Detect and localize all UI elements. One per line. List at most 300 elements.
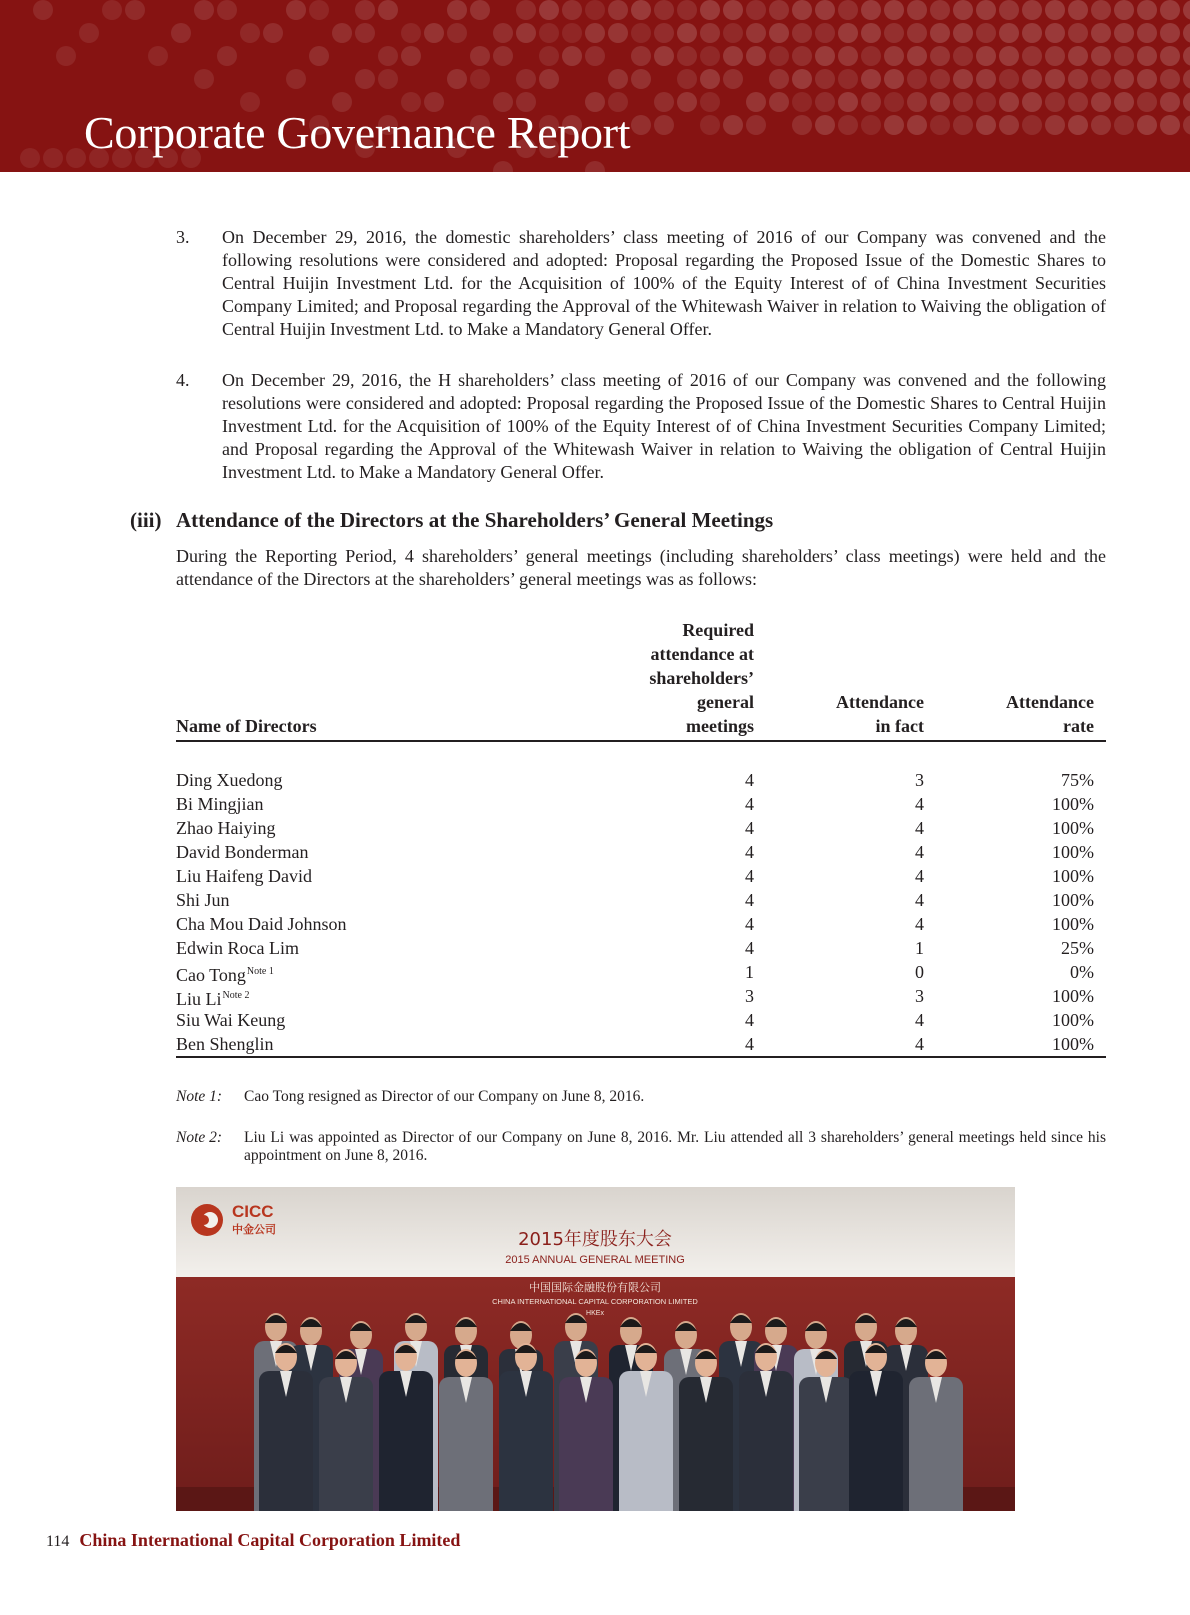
director-name [176, 840, 308, 864]
banner-dot [746, 115, 766, 135]
banner-dot [309, 0, 329, 20]
table-row [176, 1032, 1106, 1056]
attended-count: 4 [915, 890, 924, 910]
banner-dot [194, 0, 214, 20]
name-text: Ben Shenglin [176, 1034, 274, 1054]
director-name [176, 816, 275, 840]
banner-dot [539, 46, 559, 66]
table-row [176, 840, 1106, 864]
banner-dot [654, 23, 674, 43]
table-row [176, 864, 1106, 888]
banner-dot [999, 69, 1019, 89]
banner-dot [815, 23, 835, 43]
banner-dot [286, 0, 306, 20]
attended-count: 4 [915, 914, 924, 934]
banner-dot [1091, 115, 1111, 135]
table-header [176, 617, 1106, 742]
banner-dot [1022, 23, 1042, 43]
banner-cn: 2015年度股东大会 [518, 1229, 672, 1250]
banner-dot [43, 148, 63, 168]
attendance-table [176, 617, 1106, 1058]
banner-dot [562, 23, 582, 43]
page-number: 114 [46, 1533, 70, 1550]
banner-dot [792, 69, 812, 89]
banner-dot [1137, 115, 1157, 135]
banner-dot [1183, 23, 1190, 43]
table-row [176, 960, 1106, 984]
banner-dot [1137, 46, 1157, 66]
attendance-rate: 100% [1052, 1034, 1094, 1054]
banner-dot [654, 92, 674, 112]
name-text: Zhao Haiying [176, 818, 276, 838]
section-number: (iii) [130, 508, 162, 532]
name-text: Shi Jun [176, 890, 230, 910]
attended-count: 4 [915, 794, 924, 814]
banner-dot [884, 115, 904, 135]
note-text: Cao Tong resigned as Director of our Company on June 8, 2016. [244, 1088, 645, 1105]
banner-dot [677, 0, 697, 20]
banner-dot [608, 69, 628, 89]
header-line: Required [682, 620, 754, 640]
name-text: Liu Haifeng David [176, 866, 312, 886]
banner-dot [907, 23, 927, 43]
banner-dot [1045, 115, 1065, 135]
attended-count: 1 [915, 938, 924, 958]
banner-dot [930, 92, 950, 112]
banner-dot [1114, 0, 1134, 20]
banner-dot [654, 0, 674, 20]
banner-dot [861, 69, 881, 89]
banner-dot [792, 0, 812, 20]
attendance-rate: 100% [1052, 914, 1094, 934]
logo-text: CICC [232, 1202, 274, 1221]
banner-dot [723, 69, 743, 89]
banner-dot [378, 69, 398, 89]
director-name [176, 936, 299, 960]
banner-dot [1114, 23, 1134, 43]
director-name [176, 768, 283, 792]
header-name-of-directors: Name of Directors [176, 716, 317, 736]
banner-dot [447, 69, 467, 89]
banner-dot [585, 23, 605, 43]
banner-dot [1022, 0, 1042, 20]
header-attendance-rate [1006, 690, 1094, 738]
required-count: 4 [745, 938, 754, 958]
banner-dot [631, 69, 651, 89]
banner-dot [907, 0, 927, 20]
banner-dot [493, 23, 513, 43]
header-line: rate [1063, 716, 1094, 736]
banner-en: 2015 ANNUAL GENERAL MEETING [505, 1254, 685, 1266]
banner-dot [723, 23, 743, 43]
name-text: Cha Mou Daid Johnson [176, 914, 347, 934]
banner-dot [1022, 46, 1042, 66]
note-text: Liu Li was appointed as Director of our Company on June 8, 2016. Mr. Liu attended all 3 shareholders’ general meetings held since his appointment on June 8, 2016. [244, 1129, 1106, 1164]
banner-dot [654, 46, 674, 66]
banner-dot [700, 0, 720, 20]
banner-dot [194, 69, 214, 89]
banner-dot [1160, 46, 1180, 66]
banner-dot [1068, 115, 1088, 135]
banner-dot [309, 46, 329, 66]
table-row [176, 768, 1106, 792]
banner-dot [1137, 69, 1157, 89]
banner-dot [424, 23, 444, 43]
name-text: Edwin Roca Lim [176, 938, 299, 958]
section-title: Attendance of the Directors at the Shareholders’ General Meetings [176, 508, 774, 532]
banner-dot [838, 115, 858, 135]
resolution-item-3 [176, 226, 1106, 341]
header-line: meetings [686, 716, 754, 736]
banner-dot [1045, 0, 1065, 20]
banner-dot [1183, 46, 1190, 66]
attendance-rate: 100% [1052, 842, 1094, 862]
banner-dot [677, 69, 697, 89]
exchange-text: HKEx [586, 1310, 604, 1317]
banner-dot [884, 69, 904, 89]
banner-dot [861, 23, 881, 43]
banner-dot [930, 0, 950, 20]
banner-dot [838, 46, 858, 66]
banner-dot [493, 46, 513, 66]
banner-dot [792, 92, 812, 112]
banner-dot [838, 23, 858, 43]
banner-dot [907, 115, 927, 135]
banner-dot [677, 46, 697, 66]
banner-dot [1137, 23, 1157, 43]
banner-dot [976, 0, 996, 20]
banner-dot [1160, 23, 1180, 43]
header-line: attendance at [650, 644, 754, 664]
banner-dot [470, 69, 490, 89]
banner-dot [33, 0, 53, 20]
header-line: Attendance [836, 692, 924, 712]
table-row [176, 936, 1106, 960]
banner-dot [1091, 69, 1111, 89]
banner-dot [723, 0, 743, 20]
banner-dot [999, 0, 1019, 20]
banner-dot [79, 23, 99, 43]
banner-dot [1114, 92, 1134, 112]
director-name [176, 1008, 285, 1032]
attendance-rate: 100% [1052, 986, 1094, 1006]
banner-dot [861, 115, 881, 135]
footer-company: China International Capital Corporation Limited [79, 1530, 461, 1550]
banner-dot [976, 69, 996, 89]
banner-dot [470, 46, 490, 66]
banner-dot [769, 46, 789, 66]
company-cn: 中国国际金融股份有限公司 [529, 1281, 661, 1294]
banner-dot [493, 161, 513, 172]
attendance-rate: 75% [1061, 770, 1094, 790]
attended-count: 3 [915, 770, 924, 790]
banner-dot [378, 46, 398, 66]
director-name [176, 912, 347, 936]
banner-dot [700, 46, 720, 66]
banner-dot [930, 23, 950, 43]
attended-count: 4 [915, 1034, 924, 1054]
banner-dot [1160, 115, 1180, 135]
name-text: Siu Wai Keung [176, 1010, 286, 1030]
banner-dot [217, 0, 237, 20]
banner-dot [700, 115, 720, 135]
banner-dot [1068, 23, 1088, 43]
banner-dot [884, 92, 904, 112]
note-2 [176, 1129, 1106, 1165]
name-text: Liu Li [176, 989, 222, 1009]
table-row [176, 792, 1106, 816]
banner-dot [838, 92, 858, 112]
attendance-rate: 100% [1052, 794, 1094, 814]
banner-dot [930, 69, 950, 89]
note-ref: Note 2 [222, 990, 250, 1001]
banner-dot [976, 46, 996, 66]
header-banner [0, 0, 1190, 172]
banner-dot [953, 0, 973, 20]
required-count: 4 [745, 1034, 754, 1054]
banner-dot [792, 23, 812, 43]
banner-dot [769, 69, 789, 89]
banner-dot [953, 46, 973, 66]
banner-dot [999, 92, 1019, 112]
banner-dot [907, 46, 927, 66]
banner-dot [608, 0, 628, 20]
banner-dot [838, 69, 858, 89]
attended-count: 3 [915, 986, 924, 1006]
agm-group-photo [176, 1187, 1015, 1511]
banner-dot [470, 0, 490, 20]
banner-dot [585, 46, 605, 66]
banner-dot [861, 0, 881, 20]
banner-dot [585, 0, 605, 20]
required-count: 3 [745, 986, 754, 1006]
attended-count: 4 [915, 818, 924, 838]
director-name [176, 960, 274, 987]
banner-dot [217, 46, 237, 66]
attended-count: 4 [915, 866, 924, 886]
banner-dot [1045, 23, 1065, 43]
attendance-rate: 100% [1052, 1010, 1094, 1030]
name-text: Cao Tong [176, 965, 246, 985]
name-text: Bi Mingjian [176, 794, 264, 814]
banner-dot [976, 115, 996, 135]
banner-dot [1183, 92, 1190, 112]
banner-dot [1022, 69, 1042, 89]
banner-dot [746, 23, 766, 43]
banner-dot [539, 69, 559, 89]
table-body [176, 742, 1106, 1058]
banner-dot [516, 0, 536, 20]
banner-dot [677, 92, 697, 112]
page-footer [46, 1530, 460, 1551]
banner-dot [746, 92, 766, 112]
banner-dot [654, 115, 674, 135]
banner-dot [723, 46, 743, 66]
banner-dot [999, 23, 1019, 43]
attended-count: 4 [915, 1010, 924, 1030]
banner-dot [66, 148, 86, 168]
banner-dot [102, 0, 122, 20]
banner-dot [930, 115, 950, 135]
banner-dot [815, 46, 835, 66]
banner-dot [677, 23, 697, 43]
item-number: 3. [176, 227, 190, 247]
banner-dot [700, 23, 720, 43]
required-count: 4 [745, 842, 754, 862]
banner-dot [562, 46, 582, 66]
banner-dot [585, 161, 605, 172]
banner-dot [539, 23, 559, 43]
header-attendance-in-fact [836, 690, 924, 738]
banner-dot [20, 148, 40, 168]
header-required-attendance [649, 618, 754, 738]
banner-dot [125, 0, 145, 20]
required-count: 4 [745, 890, 754, 910]
banner-dot [608, 23, 628, 43]
banner-dot [286, 69, 306, 89]
banner-dot [1137, 92, 1157, 112]
director-name [176, 888, 230, 912]
banner-dot [953, 69, 973, 89]
required-count: 4 [745, 794, 754, 814]
banner-dot [884, 0, 904, 20]
banner-dot [1160, 0, 1180, 20]
banner-dot [976, 92, 996, 112]
attendance-rate: 100% [1052, 866, 1094, 886]
banner-dot [1114, 46, 1134, 66]
banner-dot [263, 23, 283, 43]
banner-dot [1183, 69, 1190, 89]
header-line: general [697, 692, 754, 712]
banner-dot [700, 69, 720, 89]
banner-dot [1183, 115, 1190, 135]
required-count: 1 [745, 962, 754, 982]
banner-dot [769, 0, 789, 20]
banner-dot [1068, 0, 1088, 20]
banner-dot [1068, 46, 1088, 66]
banner-dot [861, 92, 881, 112]
banner-dot [746, 46, 766, 66]
director-name [176, 792, 264, 816]
banner-dot [631, 23, 651, 43]
banner-dot [447, 0, 467, 20]
header-line: Attendance [1006, 692, 1094, 712]
banner-dot [631, 46, 651, 66]
banner-dot [1091, 23, 1111, 43]
director-name [176, 864, 312, 888]
item-text: On December 29, 2016, the H shareholders’ class meeting of 2016 of our Company was convened and the following resolutions were considered and adopted: Proposal regarding the Proposed Issue of the Domestic Shares to Central Huijin Investment Ltd. for the Acquisition of 100% of the Equity Interest of of China Investment Securities Company Limited; and Proposal regarding the Approval of the Whitewash Waiver in relation to Waiving the obligation of Central Huijin Investment Ltd. to Make a Mandatory General Offer. [222, 370, 1106, 482]
banner-dot [815, 69, 835, 89]
table-row [176, 984, 1106, 1008]
banner-dot [171, 23, 191, 43]
director-name [176, 1032, 274, 1056]
page-title: Corporate Governance Report [84, 107, 631, 158]
banner-dot [746, 0, 766, 20]
banner-dot [355, 23, 375, 43]
banner-dot [1183, 0, 1190, 20]
banner-dot [769, 92, 789, 112]
banner-dot [56, 46, 76, 66]
required-count: 4 [745, 914, 754, 934]
banner-dot [953, 23, 973, 43]
attended-count: 4 [915, 842, 924, 862]
banner-dot [631, 115, 651, 135]
banner-dot [792, 115, 812, 135]
banner-dot [953, 115, 973, 135]
note-ref: Note 1 [246, 966, 274, 977]
banner-dot [838, 0, 858, 20]
note-1 [176, 1088, 1106, 1106]
banner-dot [378, 0, 398, 20]
banner-dot [562, 0, 582, 20]
attendance-rate: 25% [1061, 938, 1094, 958]
banner-dot [240, 23, 260, 43]
banner-dot [1137, 0, 1157, 20]
director-name [176, 984, 249, 1011]
banner-dot [1160, 69, 1180, 89]
table-row [176, 888, 1106, 912]
banner-dot [401, 23, 421, 43]
banner-dot [1091, 92, 1111, 112]
banner-dot [1022, 92, 1042, 112]
banner-dot [355, 0, 375, 20]
banner-dot [815, 0, 835, 20]
required-count: 4 [745, 770, 754, 790]
table-row [176, 816, 1106, 840]
attended-count: 0 [915, 962, 924, 982]
banner-dot [1045, 46, 1065, 66]
company-en: CHINA INTERNATIONAL CAPITAL CORPORATION LIMITED [492, 1297, 698, 1306]
banner-dot [907, 92, 927, 112]
banner-dot [1045, 92, 1065, 112]
banner-dot [516, 69, 536, 89]
banner-dot [1022, 115, 1042, 135]
name-text: Ding Xuedong [176, 770, 283, 790]
section-intro: During the Reporting Period, 4 shareholders’ general meetings (including shareholders’ class meetings) were held and the attendance of the Directors at the shareholders’ general meetings was as follows: [176, 546, 1106, 589]
note-label: Note 2: [176, 1129, 223, 1146]
banner-dot [1045, 69, 1065, 89]
table-row [176, 912, 1106, 936]
note-label: Note 1: [176, 1088, 223, 1105]
banner-dot [769, 23, 789, 43]
name-text: David Bonderman [176, 842, 309, 862]
banner-dot [861, 46, 881, 66]
banner-dot [884, 23, 904, 43]
attendance-rate: 100% [1052, 818, 1094, 838]
banner-dot [631, 0, 651, 20]
banner-dot [884, 46, 904, 66]
required-count: 4 [745, 866, 754, 886]
banner-dot [907, 69, 927, 89]
required-count: 4 [745, 1010, 754, 1030]
banner-dot [1160, 92, 1180, 112]
banner-dot [1091, 0, 1111, 20]
banner-dot [815, 115, 835, 135]
banner-dot [401, 46, 421, 66]
logo-cn: 中金公司 [232, 1223, 276, 1236]
banner-dot [332, 23, 352, 43]
attendance-rate: 100% [1052, 890, 1094, 910]
banner-dot [1091, 46, 1111, 66]
header-line: shareholders’ [649, 668, 754, 688]
banner-dot [930, 46, 950, 66]
banner-dot [976, 23, 996, 43]
resolution-item-4 [176, 369, 1106, 484]
banner-dot [953, 92, 973, 112]
banner-dot [355, 69, 375, 89]
item-number: 4. [176, 370, 190, 390]
banner-dot [1114, 115, 1134, 135]
